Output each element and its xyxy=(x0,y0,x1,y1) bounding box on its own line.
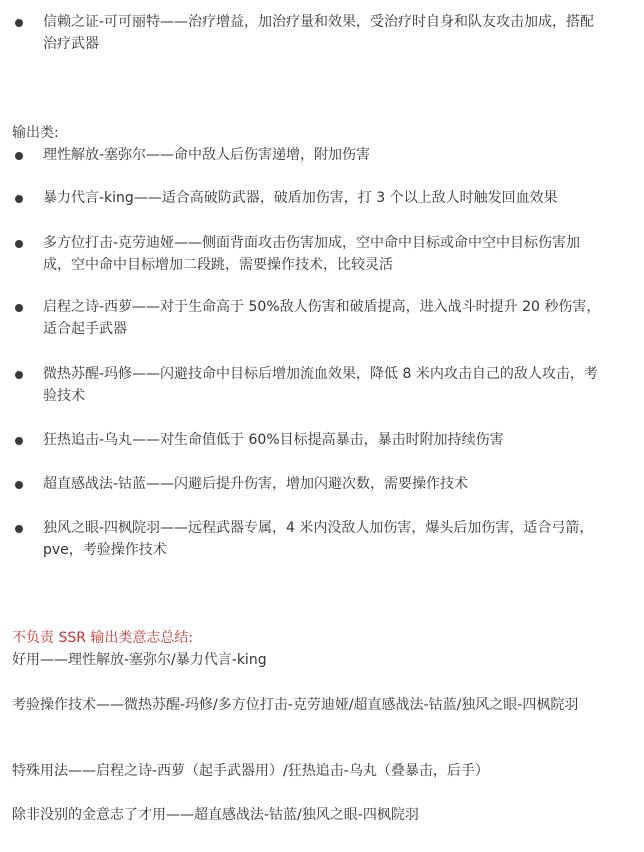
section-heading: 输出类: xyxy=(12,125,59,141)
list-item-text: 独风之眼-四枫院羽——远程武器专属，4 米内没敌人加伤害，爆头后加伤害，适合弓箭，pve，考验操作技术 xyxy=(43,520,594,558)
bullet-icon xyxy=(15,240,23,248)
summary-line: 好用——理性解放-塞弥尔/暴力代言-king xyxy=(12,652,267,668)
list-item-text: 多方位打击-克劳迪娅——侧面背面攻击伤害加成，空中命中目标或命中空中目标伤害加成，空中命中目标增加二段跳，需要操作技术，比较灵活 xyxy=(43,235,581,273)
bullet-icon xyxy=(15,371,23,379)
list-item-text: 启程之诗-西萝——对于生命高于 50%敌人伤害和破盾提高，进入战斗时提升 20 秒伤害，适合起手武器 xyxy=(43,299,601,337)
bullet-icon xyxy=(15,437,23,445)
bullet-icon xyxy=(15,152,23,160)
list-item-text: 微热苏醒-玛修——闪避技命中目标后增加流血效果，降低 8 米内攻击自己的敌人攻击，考验技术 xyxy=(43,366,598,404)
summary-line: 除非没别的金意志了才用——超直感战法-钴蓝/独风之眼-四枫院羽 xyxy=(12,807,419,823)
summary-line: 考验操作技术——微热苏醒-玛修/多方位打击-克劳迪娅/超直感战法-钴蓝/独风之眼-四枫院羽 xyxy=(12,697,579,713)
summary-line: 特殊用法——启程之诗-西萝（起手武器用）/狂热追击-乌丸（叠暴击，后手） xyxy=(12,763,489,779)
bullet-icon xyxy=(15,525,23,533)
list-item-text: 超直感战法-钴蓝——闪避后提升伤害，增加闪避次数，需要操作技术 xyxy=(43,476,469,492)
bullet-icon xyxy=(15,481,23,489)
bullet-icon xyxy=(15,195,23,203)
bullet-icon xyxy=(15,19,23,27)
bullet-icon xyxy=(15,304,23,312)
summary-heading: 不负责 SSR 输出类意志总结: xyxy=(12,630,194,646)
list-item-text: 狂热追击-乌丸——对生命值低于 60%目标提高暴击，暴击时附加持续伤害 xyxy=(43,432,504,448)
list-item-text: 信赖之证-可可丽特——治疗增益，加治疗量和效果，受治疗时自身和队友攻击加成，搭配治疗武器 xyxy=(43,14,595,52)
list-item-text: 暴力代言-king——适合高破防武器，破盾加伤害，打 3 个以上敌人时触发回血效果 xyxy=(43,190,558,206)
list-item-text: 理性解放-塞弥尔——命中敌人后伤害递增，附加伤害 xyxy=(43,147,371,163)
